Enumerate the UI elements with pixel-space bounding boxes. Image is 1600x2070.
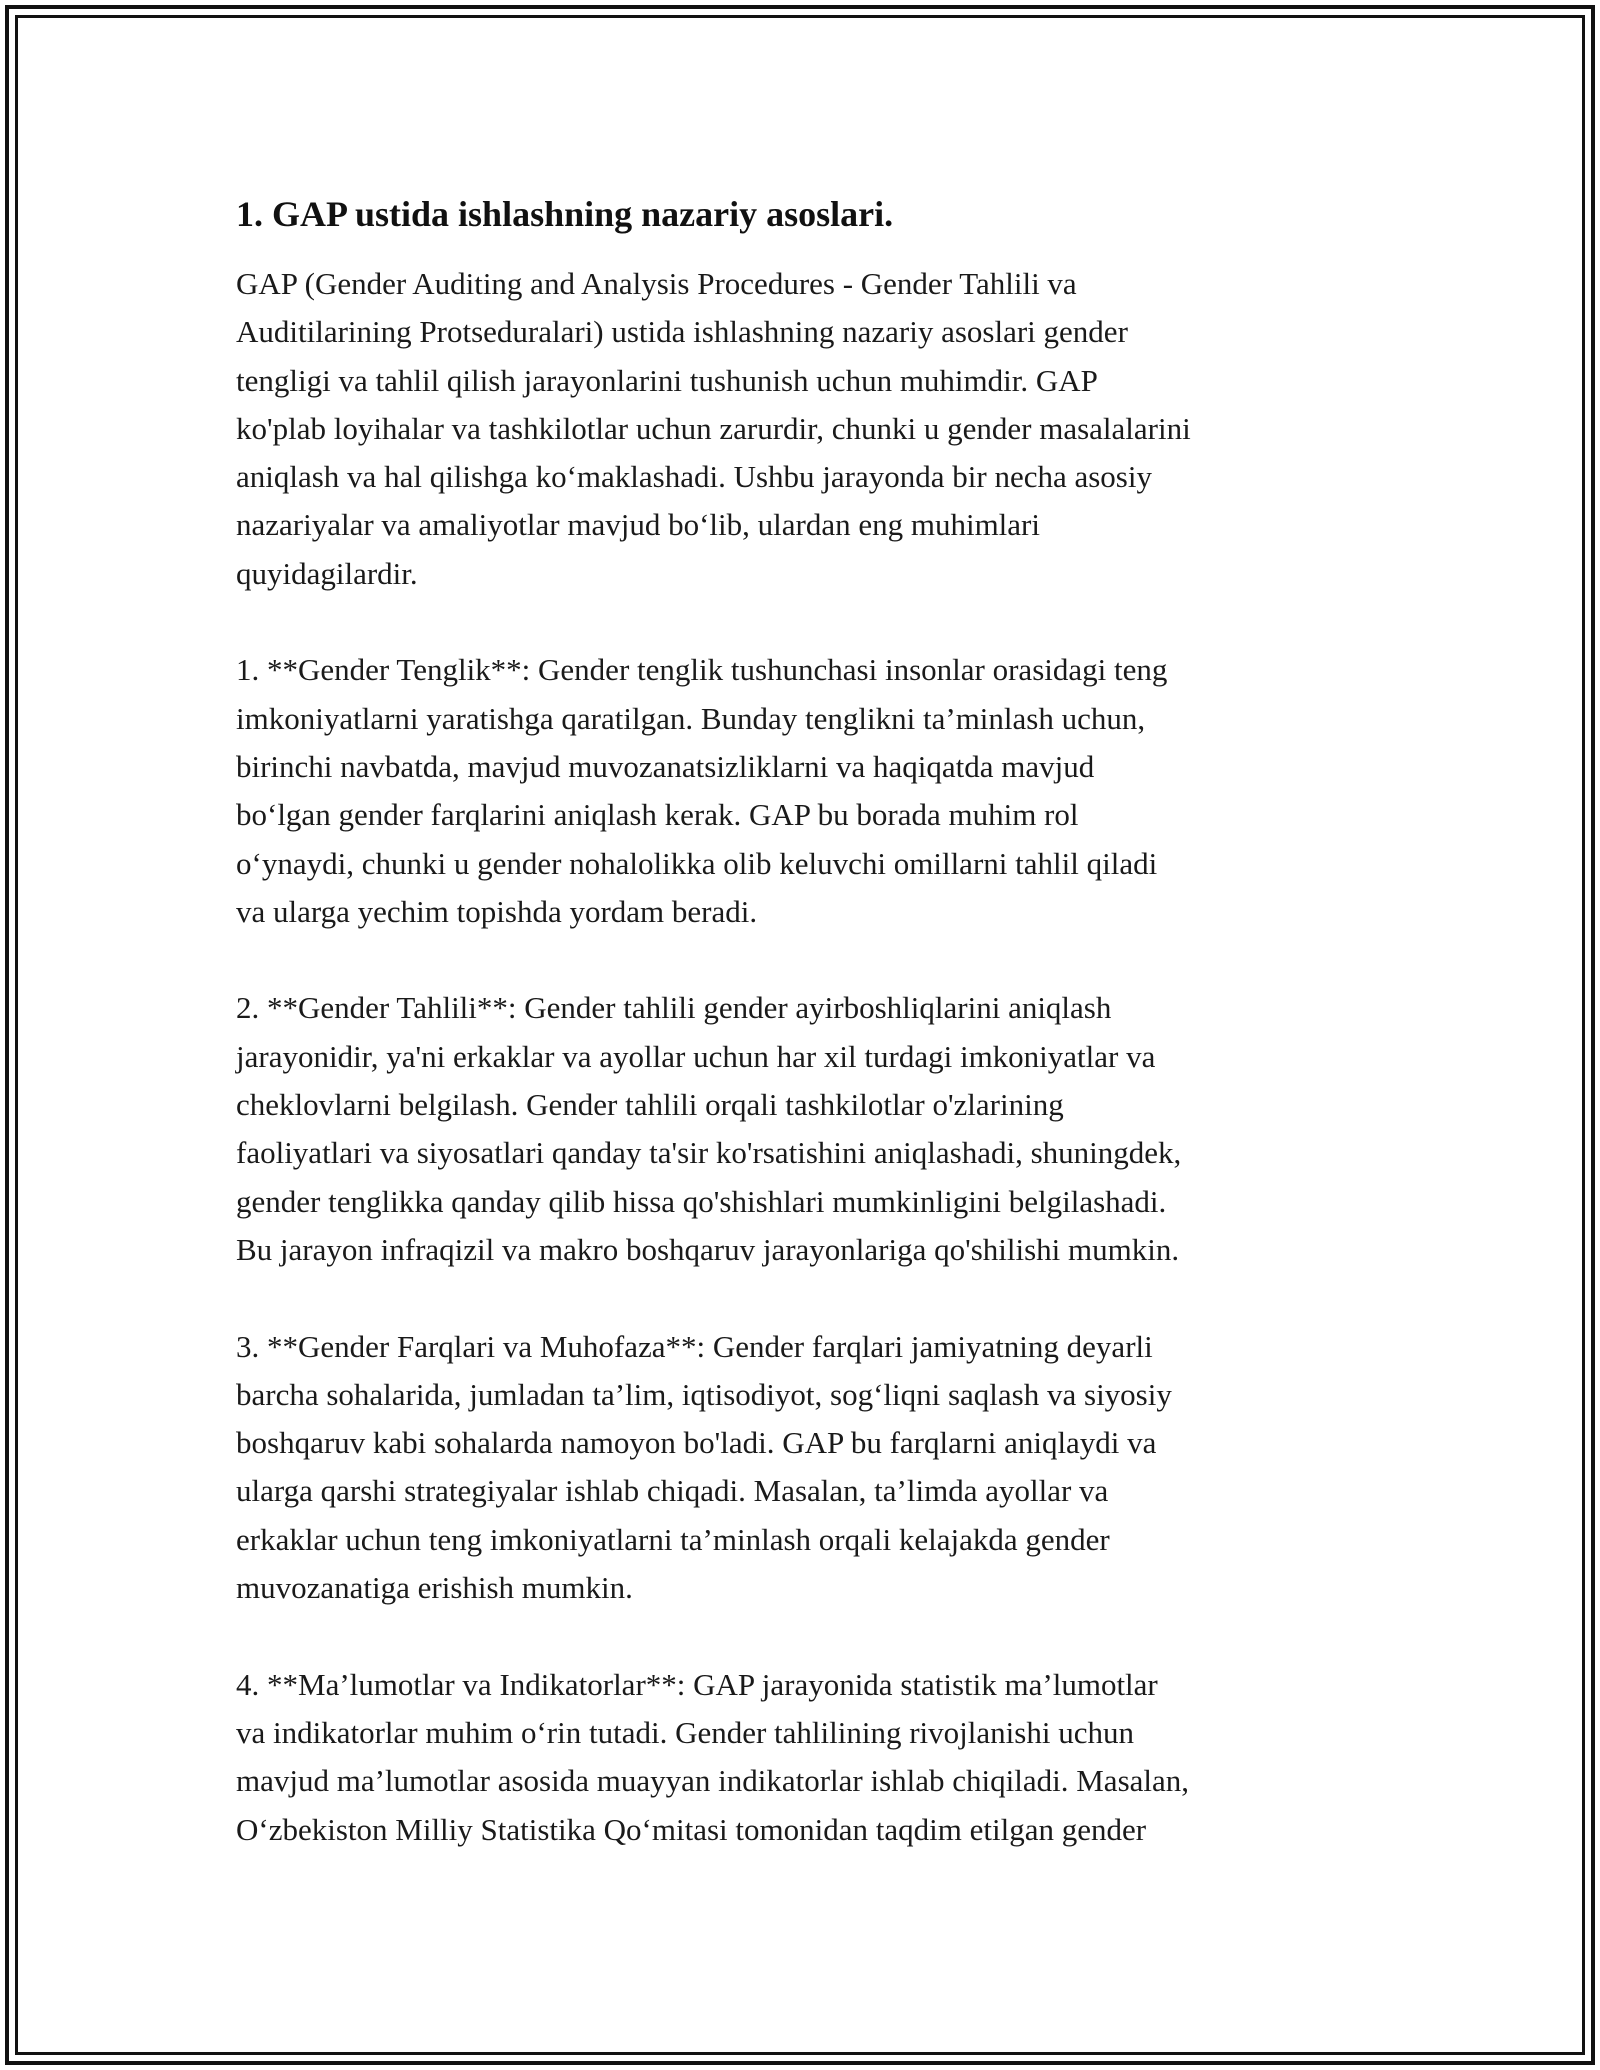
section-heading: 1. GAP ustida ishlashning nazariy asoslari. <box>236 194 894 234</box>
paragraph-gender-tenglik: 1. **Gender Tenglik**: Gender tenglik tushunchasi insonlar orasidagi teng imkoniyatlarni yaratishga qaratilgan. Bunday tenglikni ta’minlash uchun, birinchi navbatda, mavjud muvozanatsizliklarni va haqiqatda mavjud bo‘lgan gender farqlarini aniqlash kerak. GAP bu borada muhim rol o‘ynaydi, chunki u gender nohalolikka olib keluvchi omillarni tahlil qiladi va ularga yechim topishda yordam beradi. <box>236 652 1168 929</box>
paragraph-gender-tahlili: 2. **Gender Tahlili**: Gender tahlili gender ayirboshliqlarini aniqlash jarayonidir, ya'ni erkaklar va ayollar uchun har xil turdagi imkoniyatlar va cheklovlarni belgilash. Gender tahlili orqali tashkilotlar o'zlarining faoliyatlari va siyosatlari qanday ta'sir ko'rsatishini aniqlashadi, shuningdek, gender tenglikka qanday qilib hissa qo'shishlari mumkinligini belgilashadi. Bu jarayon infraqizil va makro boshqaruv jarayonlariga qo'shilishi mumkin. <box>236 990 1182 1267</box>
paragraph-malumotlar: 4. **Ma’lumotlar va Indikatorlar**: GAP jarayonida statistik ma’lumotlar va indikatorlar muhim o‘rin tutadi. Gender tahlilining rivojlanishi uchun mavjud ma’lumotlar asosida muayyan indikatorlar ishlab chiqiladi. Masalan, O‘zbekiston Milliy Statistika Qo‘mitasi tomonidan taqdim etilgan gender <box>236 1666 1190 1847</box>
intro-paragraph: GAP (Gender Auditing and Analysis Procedures - Gender Tahlili va Auditilarining Protseduralari) ustida ishlashning nazariy asoslari gender tengligi va tahlil qilish jarayonlarini tushunish uchun muhimdir. GAP ko'plab loyihalar va tashkilotlar uchun zarurdir, chunki u gender masalalarini aniqlash va hal qilishga ko‘maklashadi. Ushbu jarayonda bir necha asosiy nazariyalar va amaliyotlar mavjud bo‘lib, ulardan eng muhimlari quyidagilardir. <box>236 266 1191 591</box>
paragraph-gender-farqlari: 3. **Gender Farqlari va Muhofaza**: Gender farqlari jamiyatning deyarli barcha sohalarida, jumladan ta’lim, iqtisodiyot, sog‘liqni saqlash va siyosiy boshqaruv kabi sohalarda namoyon bo'ladi. GAP bu farqlarni aniqlaydi va ularga qarshi strategiyalar ishlab chiqadi. Masalan, ta’limda ayollar va erkaklar uchun teng imkoniyatlarni ta’minlash orqali kelajakda gender muvozanatiga erishish mumkin. <box>236 1328 1172 1606</box>
document-body <box>236 190 1386 1854</box>
